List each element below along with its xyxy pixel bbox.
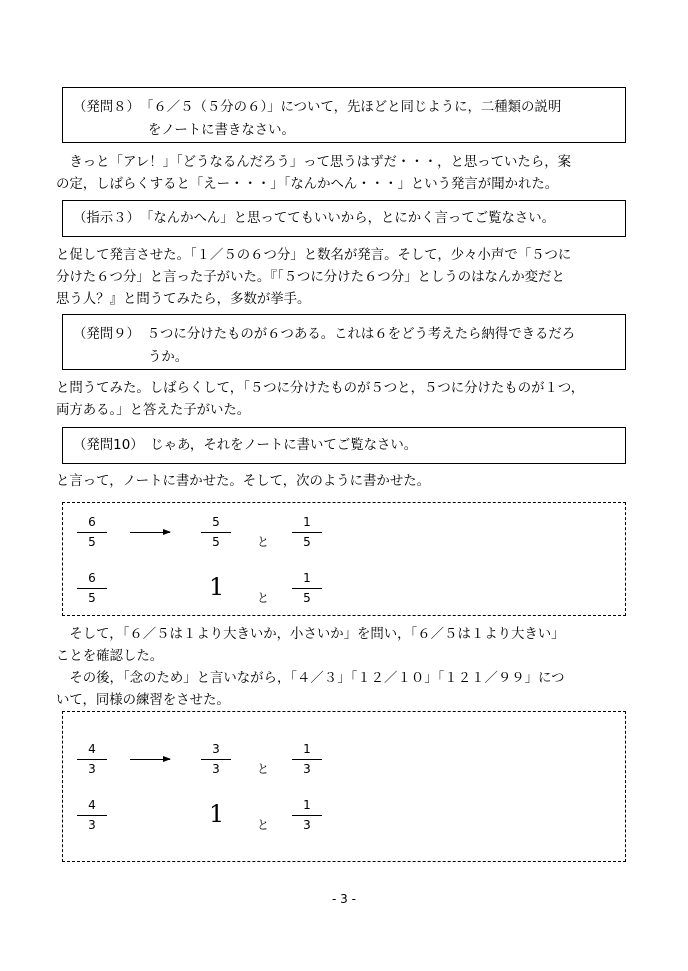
fraction-box-4-3 xyxy=(62,711,626,862)
question-9-box xyxy=(62,314,626,370)
denominator: 5 xyxy=(88,535,96,549)
question-10-line-1: （発問10） じゃあ，それをノートに書いてご覧なさい。 xyxy=(73,438,418,453)
fraction-bar xyxy=(77,588,107,589)
paragraph-5-line-1: そして，「６／５は１より大きいか，小さいか」を問い，「６／５は１より大きい」 xyxy=(56,627,565,642)
right-arrow-icon xyxy=(130,532,170,533)
paragraph-3-line-2: 両方ある。」と答えた子がいた。 xyxy=(56,403,251,418)
numerator: 5 xyxy=(212,515,220,529)
fraction-bar xyxy=(292,532,322,533)
fraction-4-3 xyxy=(77,742,107,776)
fraction-bar xyxy=(201,532,231,533)
denominator: 3 xyxy=(88,762,96,776)
paragraph-3-line-1: と問うてみた。しばらくして，「５つに分けたものが５つと，５つに分けたものが１つ， xyxy=(56,381,585,396)
denominator: 5 xyxy=(212,535,220,549)
instruction-3-box xyxy=(62,200,626,237)
instruction-3-line-1: （指示３） 「なんかへん」と思っててもいいから，とにかく言ってご覧なさい。 xyxy=(73,211,556,226)
denominator: 3 xyxy=(212,762,220,776)
fraction-5-5 xyxy=(201,515,231,549)
numerator: 1 xyxy=(303,515,311,529)
paragraph-4 xyxy=(56,471,636,493)
denominator: 3 xyxy=(88,818,96,832)
denominator: 3 xyxy=(303,762,311,776)
fraction-bar xyxy=(77,815,107,816)
page-number: - 3 - xyxy=(332,892,356,906)
question-9-line-2: うか。 xyxy=(148,350,189,365)
and-label: と xyxy=(257,535,270,549)
fraction-3-3 xyxy=(201,742,231,776)
paragraph-2-line-3: 思う人？』と問うてみたら，多数が挙手。 xyxy=(56,292,311,307)
numerator: 6 xyxy=(88,515,96,529)
and-label: と xyxy=(257,818,270,832)
fraction-1-3 xyxy=(292,798,322,832)
fraction-bar xyxy=(77,532,107,533)
numerator: 1 xyxy=(303,798,311,812)
whole-one: 1 xyxy=(209,800,225,828)
and-label: と xyxy=(257,762,270,776)
paragraph-5-line-4: いて，同様の練習をさせた。 xyxy=(56,693,230,708)
denominator: 5 xyxy=(303,591,311,605)
fraction-bar xyxy=(292,815,322,816)
question-10-box xyxy=(62,427,626,464)
right-arrow-icon xyxy=(130,759,170,760)
denominator: 3 xyxy=(303,818,311,832)
fraction-bar xyxy=(292,588,322,589)
paragraph-3 xyxy=(56,378,636,422)
whole-one: 1 xyxy=(209,573,225,601)
paragraph-2 xyxy=(56,245,636,311)
fraction-6-5 xyxy=(77,571,107,605)
and-label: と xyxy=(257,591,270,605)
denominator: 5 xyxy=(88,591,96,605)
fraction-1-5 xyxy=(292,571,322,605)
numerator: 1 xyxy=(303,742,311,756)
paragraph-2-line-2: 分けた６つ分」と言った子がいた。『「５つに分けた６つ分」としうのはなんか変だと xyxy=(56,270,565,285)
numerator: 4 xyxy=(88,742,96,756)
paragraph-5-line-3: その後，「念のため」と言いながら，「４／３」「１２／１０」「１２１／９９」につ xyxy=(56,671,565,686)
fraction-box-6-5 xyxy=(62,502,626,616)
paragraph-5 xyxy=(56,624,636,712)
question-8-box xyxy=(62,87,626,143)
denominator: 5 xyxy=(303,535,311,549)
fraction-1-3 xyxy=(292,742,322,776)
fraction-4-3 xyxy=(77,798,107,832)
question-9-line-1: （発問９） ５つに分けたものが６つある。これは６をどう考えたら納得できるだろ xyxy=(73,327,576,342)
paragraph-1-line-1: きっと「アレ！」「どうなるんだろう」って思うはずだ・・・，と思っていたら，案 xyxy=(56,155,571,170)
numerator: 1 xyxy=(303,571,311,585)
fraction-1-5 xyxy=(292,515,322,549)
fraction-bar xyxy=(201,759,231,760)
paragraph-4-line-1: と言って，ノートに書かせた。そして，次のように書かせた。 xyxy=(56,474,430,489)
fraction-bar xyxy=(292,759,322,760)
numerator: 6 xyxy=(88,571,96,585)
question-8-line-1: （発問８） 「６／５（５分の６）」について，先ほどと同じように，二種類の説明 xyxy=(73,100,562,115)
numerator: 4 xyxy=(88,798,96,812)
fraction-bar xyxy=(77,759,107,760)
paragraph-2-line-1: と促して発言させた。「１／５の６つ分」と数名が発言。そして，少々小声で「５つに xyxy=(56,248,572,263)
paragraph-1 xyxy=(56,152,636,196)
fraction-6-5 xyxy=(77,515,107,549)
question-8-line-2: をノートに書きなさい。 xyxy=(148,123,295,138)
paragraph-1-line-2: の定，しばらくすると「えー・・・」「なんかへん・・・」という発言が聞かれた。 xyxy=(56,177,559,192)
paragraph-5-line-2: ことを確認した。 xyxy=(56,649,164,664)
numerator: 3 xyxy=(212,742,220,756)
